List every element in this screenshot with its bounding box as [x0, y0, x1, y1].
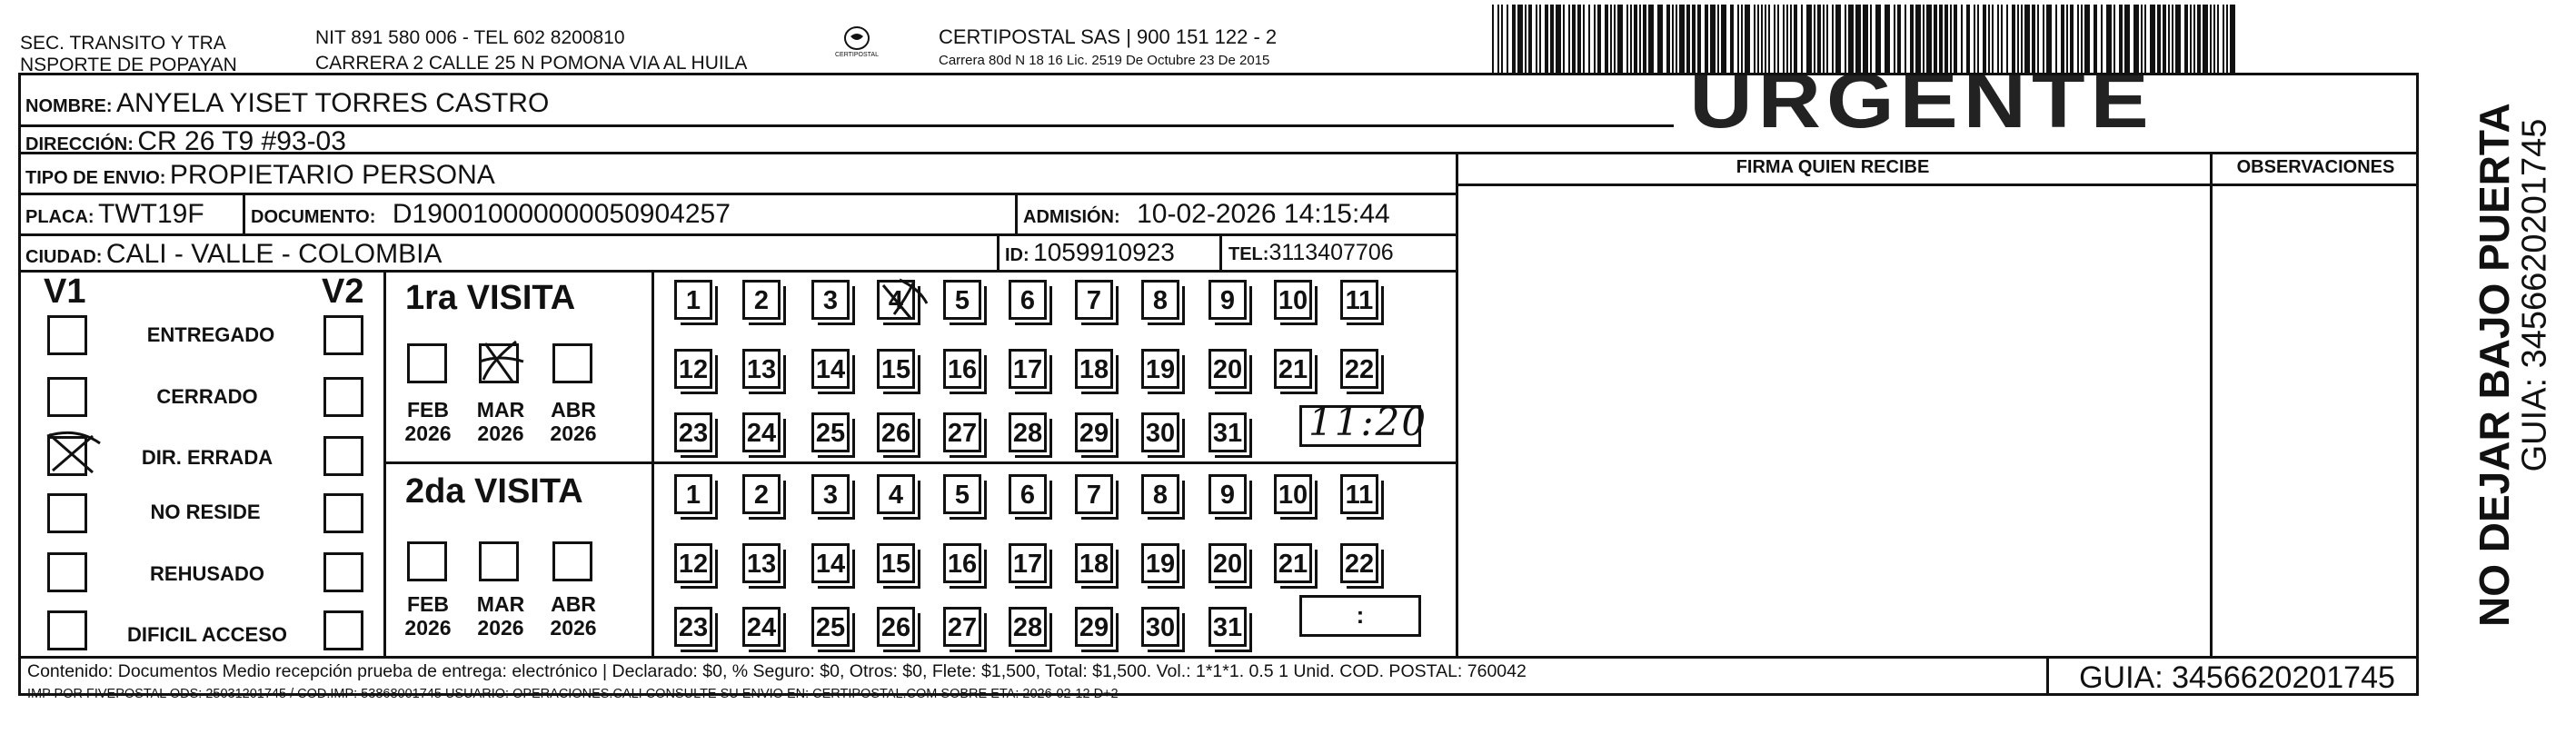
barcode-bar	[1634, 5, 1637, 74]
barcode-bar	[1588, 5, 1590, 74]
barcode-bar	[1545, 5, 1548, 74]
barcode-bar	[1614, 5, 1616, 74]
first-visit-time-handwritten: 11:20	[1308, 400, 1428, 444]
id-label: ID:	[1005, 245, 1029, 265]
barcode-bar	[1556, 5, 1561, 74]
address-label: DIRECCIÓN:	[25, 134, 134, 154]
first-visit-day-16[interactable]: 16	[943, 349, 981, 389]
address-row	[25, 126, 346, 157]
first-visit-day-14[interactable]: 14	[811, 349, 850, 389]
v2-checkbox-rehusado[interactable]	[323, 552, 363, 592]
second-visit-month-feb-checkbox[interactable]	[407, 541, 447, 581]
second-visit-day-17[interactable]: 17	[1009, 543, 1047, 583]
v1-checkbox-dir-errada[interactable]	[47, 436, 87, 476]
month-label: FEB	[407, 592, 449, 616]
year-label: 2026	[550, 422, 597, 445]
observations-header: OBSERVACIONES	[2236, 157, 2395, 177]
second-visit-day-6[interactable]: 6	[1009, 474, 1047, 514]
second-visit-day-29[interactable]: 29	[1075, 607, 1113, 647]
second-visit-day-30[interactable]: 30	[1141, 607, 1179, 647]
barcode-bar	[2230, 5, 2235, 74]
second-visit-day-25[interactable]: 25	[811, 607, 850, 647]
year-label: 2026	[477, 616, 524, 640]
barcode-bar	[2226, 5, 2228, 74]
barcode-bar	[1577, 5, 1581, 74]
tel-cell	[1228, 240, 1394, 266]
first-visit-day-18[interactable]: 18	[1075, 349, 1113, 389]
second-visit-day-27[interactable]: 27	[943, 607, 981, 647]
barcode-bar	[2213, 5, 2215, 74]
type-label: TIPO DE ENVIO:	[25, 168, 166, 188]
barcode-bar	[1497, 5, 1499, 74]
v2-label: V2	[322, 273, 364, 311]
first-visit-day-12[interactable]: 12	[674, 349, 712, 389]
shipment-type-row	[25, 160, 495, 191]
recipient-address: CR 26 T9 #93-03	[137, 126, 346, 156]
barcode-bar	[2190, 5, 2192, 74]
name-label: NOMBRE:	[25, 96, 113, 116]
barcode-bar	[1639, 5, 1641, 74]
second-visit-day-13[interactable]: 13	[742, 543, 781, 583]
first-visit-day-3[interactable]: 3	[811, 280, 850, 320]
barcode-bar	[2203, 5, 2208, 74]
first-visit-day-7[interactable]: 7	[1075, 280, 1113, 320]
second-visit-day-5[interactable]: 5	[943, 474, 981, 514]
barcode-bar	[1594, 5, 1596, 74]
first-visit-day-8[interactable]: 8	[1141, 280, 1179, 320]
barcode-bar	[1605, 5, 1608, 74]
first-visit-day-6[interactable]: 6	[1009, 280, 1047, 320]
barcode-bar	[1507, 5, 1508, 74]
first-visit-month-mar	[472, 398, 529, 445]
second-visit-day-7[interactable]: 7	[1075, 474, 1113, 514]
month-label: MAR	[476, 398, 525, 422]
barcode-bar	[1501, 5, 1503, 74]
barcode-bar	[1617, 5, 1623, 74]
second-visit-day-4[interactable]: 4	[877, 474, 915, 514]
barcode-bar	[1583, 5, 1585, 74]
signature-header: FIRMA QUIEN RECIBE	[1736, 157, 1930, 177]
second-visit-day-3[interactable]: 3	[811, 474, 850, 514]
footer-imp-line: IMP POR FIVEPOSTAL ODS: 25031201745 / COD.IMP: 53868001745 USUARIO: OPERACIONES.CALI CONSULTE SU ENVIO EN: CERTIPOSTAL.COM SOBRE ETA: 2026-02-12 D+2	[27, 687, 1119, 701]
first-visit-day-2[interactable]: 2	[742, 280, 781, 320]
barcode-bar	[1512, 5, 1516, 74]
v1-checkbox-dificil-acceso[interactable]	[47, 610, 87, 650]
barcode-bar	[1648, 5, 1654, 74]
second-visit-day-9[interactable]: 9	[1208, 474, 1247, 514]
barcode-bar	[1536, 5, 1537, 74]
tel-label: TEL:	[1228, 244, 1269, 264]
second-visit-day-16[interactable]: 16	[943, 543, 981, 583]
second-visit-day-22[interactable]: 22	[1340, 543, 1378, 583]
id-cell	[1005, 238, 1175, 267]
year-label: 2026	[550, 616, 597, 640]
city-label: CIUDAD:	[25, 247, 103, 267]
first-visit-day-24[interactable]: 24	[742, 412, 781, 452]
city: CALI - VALLE - COLOMBIA	[105, 239, 443, 269]
barcode-bar	[1568, 5, 1570, 74]
status-cerrado: CERRADO	[156, 385, 258, 408]
logo-caption: CERTIPOSTAL	[835, 52, 879, 58]
barcode-bar	[1630, 5, 1632, 74]
v2-checkbox-entregado[interactable]	[323, 315, 363, 355]
address-line: CARRERA 2 CALLE 25 N POMONA VIA AL HUILA	[315, 53, 748, 74]
barcode-bar	[1597, 5, 1601, 74]
year-label: 2026	[477, 422, 524, 445]
barcode-bar	[2197, 5, 2201, 74]
second-visit-day-23[interactable]: 23	[674, 607, 712, 647]
second-visit-day-19[interactable]: 19	[1141, 543, 1179, 583]
sender-contact	[315, 27, 860, 74]
first-visit-day-4[interactable]: 4	[877, 280, 915, 320]
first-visit-day-11[interactable]: 11	[1340, 280, 1378, 320]
barcode-bar	[2223, 5, 2224, 74]
barcode-bar	[2217, 5, 2219, 74]
first-visit-day-1[interactable]: 1	[674, 280, 712, 320]
plate-label: PLACA:	[25, 207, 94, 227]
first-visit-day-21[interactable]: 21	[1274, 349, 1312, 389]
plate-number: TWT19F	[98, 199, 204, 229]
first-visit-day-28[interactable]: 28	[1009, 412, 1047, 452]
v1-checkbox-rehusado[interactable]	[47, 552, 87, 592]
second-visit-day-2[interactable]: 2	[742, 474, 781, 514]
first-visit-month-abr	[545, 398, 602, 445]
v1-checkbox-no-reside[interactable]	[47, 493, 87, 533]
second-visit-month-abr	[545, 592, 602, 640]
plate-cell	[25, 199, 204, 230]
first-visit-month-feb	[400, 398, 456, 445]
year-label: 2026	[404, 616, 452, 640]
city-row	[25, 239, 442, 270]
v2-checkbox-dificil-acceso[interactable]	[323, 610, 363, 650]
status-dificil-acceso: DIFICIL ACCESO	[126, 623, 287, 646]
signature-area[interactable]	[1459, 187, 2208, 654]
status-dir-errada: DIR. ERRADA	[141, 446, 274, 469]
second-visit-day-24[interactable]: 24	[742, 607, 781, 647]
document-cell	[251, 199, 731, 230]
company-license: Carrera 80d N 18 16 Lic. 2519 De Octubre 23 De 2015	[939, 53, 1270, 68]
sender-line-1: SEC. TRANSITO Y TRA	[20, 33, 226, 54]
no-dejar-bajo-puerta: NO DEJAR BAJO PUERTA	[2471, 103, 2518, 627]
name-row	[25, 88, 549, 119]
first-visit-day-9[interactable]: 9	[1208, 280, 1247, 320]
second-visit-day-10[interactable]: 10	[1274, 474, 1312, 514]
document-number: D190010000000050904257	[392, 199, 731, 229]
id-number: 1059910923	[1033, 238, 1175, 266]
second-visit-day-12[interactable]: 12	[674, 543, 712, 583]
company-info	[939, 25, 1484, 68]
barcode-bar	[1517, 5, 1523, 74]
second-visit-day-28[interactable]: 28	[1009, 607, 1047, 647]
second-visit-day-26[interactable]: 26	[877, 607, 915, 647]
v2-checkbox-dir-errada[interactable]	[323, 436, 363, 476]
second-visit-day-11[interactable]: 11	[1340, 474, 1378, 514]
status-no-reside: NO RESIDE	[150, 501, 261, 523]
recipient-name: ANYELA YISET TORRES CASTRO	[116, 88, 550, 118]
first-visit-day-5[interactable]: 5	[943, 280, 981, 320]
second-visit-day-21[interactable]: 21	[1274, 543, 1312, 583]
year-label: 2026	[404, 422, 452, 445]
second-visit-title: 2da VISITA	[405, 472, 583, 511]
first-visit-day-30[interactable]: 30	[1141, 412, 1179, 452]
nit-line: NIT 891 580 006 - TEL 602 8200810	[315, 27, 625, 48]
month-label: ABR	[551, 592, 596, 616]
barcode-bar	[1528, 5, 1532, 74]
second-visit-day-8[interactable]: 8	[1141, 474, 1179, 514]
first-visit-day-23[interactable]: 23	[674, 412, 712, 452]
first-visit-day-13[interactable]: 13	[742, 349, 781, 389]
month-label: ABR	[551, 398, 596, 422]
second-visit-day-18[interactable]: 18	[1075, 543, 1113, 583]
admission-date: 10-02-2026 14:15:44	[1137, 199, 1390, 229]
barcode-bar	[1550, 5, 1554, 74]
second-visit-month-mar	[472, 592, 529, 640]
first-visit-day-17[interactable]: 17	[1009, 349, 1047, 389]
barcode-bar	[1525, 5, 1527, 74]
barcode-bar	[1643, 5, 1646, 74]
first-visit-day-10[interactable]: 10	[1274, 280, 1312, 320]
second-visit-month-feb	[400, 592, 456, 640]
second-visit-day-31[interactable]: 31	[1208, 607, 1247, 647]
v2-checkbox-cerrado[interactable]	[323, 377, 363, 417]
barcode-bar	[2210, 5, 2212, 74]
second-visit-day-20[interactable]: 20	[1208, 543, 1247, 583]
sender-name	[20, 33, 302, 76]
company-line: CERTIPOSTAL SAS | 900 151 122 - 2	[939, 25, 1278, 48]
first-visit-day-22[interactable]: 22	[1340, 349, 1378, 389]
barcode-bar	[2193, 5, 2195, 74]
observations-area[interactable]	[2213, 187, 2417, 654]
v1-checkbox-entregado[interactable]	[47, 315, 87, 355]
footer-guide-number: GUIA: 3456620201745	[2079, 660, 2395, 695]
status-rehusado: REHUSADO	[150, 562, 264, 585]
admission-label: ADMISIÓN:	[1023, 207, 1120, 227]
first-visit-title: 1ra VISITA	[405, 279, 576, 317]
tel-number: 3113407706	[1268, 240, 1394, 265]
logo-icon	[839, 25, 875, 51]
first-visit-day-31[interactable]: 31	[1208, 412, 1247, 452]
second-visit-day-1[interactable]: 1	[674, 474, 712, 514]
sender-line-2: NSPORTE DE POPAYAN	[20, 55, 237, 75]
barcode-bar	[1492, 5, 1494, 74]
first-visit-day-19[interactable]: 19	[1141, 349, 1179, 389]
v1-label: V1	[44, 273, 86, 311]
month-label: MAR	[476, 592, 525, 616]
first-visit-day-25[interactable]: 25	[811, 412, 850, 452]
second-visit-time-box[interactable]: :	[1299, 595, 1421, 637]
first-visit-day-27[interactable]: 27	[943, 412, 981, 452]
status-entregado: ENTREGADO	[146, 323, 275, 346]
first-visit-day-29[interactable]: 29	[1075, 412, 1113, 452]
barcode-bar	[1626, 5, 1628, 74]
month-label: FEB	[407, 398, 449, 422]
barcode-bar	[2184, 5, 2188, 74]
first-visit-day-26[interactable]: 26	[877, 412, 915, 452]
second-visit-month-abr-checkbox[interactable]	[552, 541, 592, 581]
document-label: DOCUMENTO:	[251, 207, 376, 227]
side-guide-number: GUIA: 3456620201745	[2515, 118, 2554, 472]
barcode-bar	[1572, 5, 1576, 74]
second-visit-month-mar-checkbox[interactable]	[479, 541, 519, 581]
first-visit-month-abr-checkbox[interactable]	[552, 343, 592, 383]
barcode-bar	[1610, 5, 1612, 74]
first-visit-month-feb-checkbox[interactable]	[407, 343, 447, 383]
shipment-type: PROPIETARIO PERSONA	[169, 160, 495, 190]
barcode-bar	[1539, 5, 1541, 74]
admission-cell	[1023, 199, 1390, 230]
first-visit-day-20[interactable]: 20	[1208, 349, 1247, 389]
second-visit-day-15[interactable]: 15	[877, 543, 915, 583]
second-visit-day-14[interactable]: 14	[811, 543, 850, 583]
first-visit-day-15[interactable]: 15	[877, 349, 915, 389]
v1-checkbox-cerrado[interactable]	[47, 377, 87, 417]
barcode-bar	[1563, 5, 1565, 74]
footer-content-line: Contenido: Documentos Medio recepción prueba de entrega: electrónico | Declarado: $0, % Seguro: $0, Otros: $0, Flete: $1,500, Total: $1,500. Vol.: 1*1*1. 0.5 1 Unid. COD. POSTAL: 760042	[27, 661, 1527, 681]
urgent-stamp: URGENTE	[1689, 56, 2154, 144]
first-visit-month-mar-checkbox[interactable]	[479, 343, 519, 383]
v2-checkbox-no-reside[interactable]	[323, 493, 363, 533]
certipostal-logo	[834, 25, 880, 58]
